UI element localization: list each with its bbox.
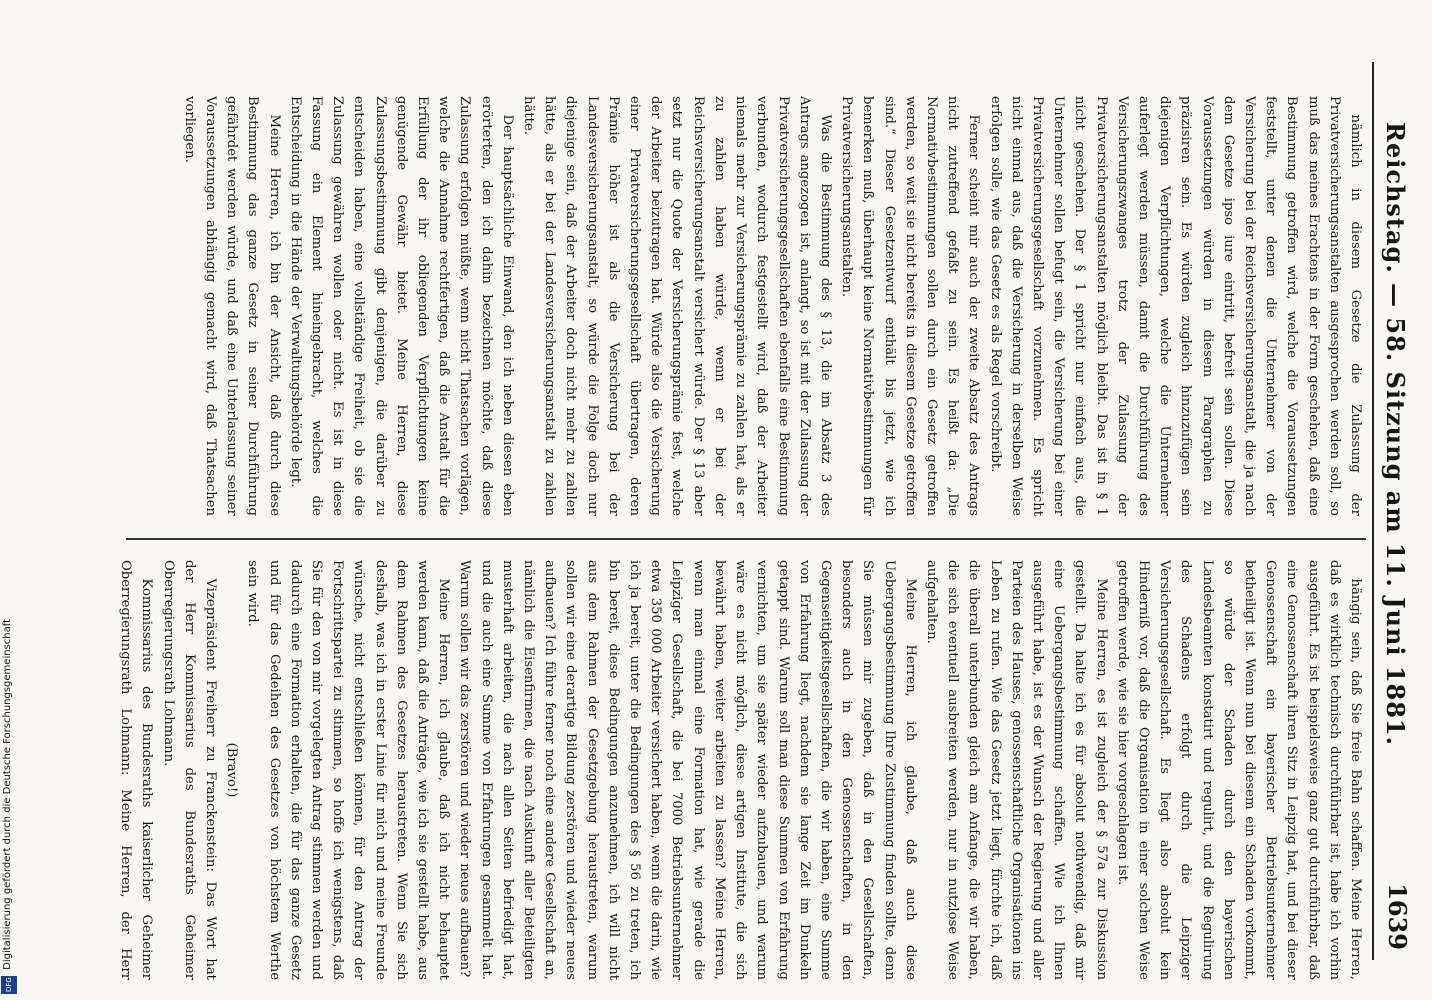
applause-note: (Bravo!) xyxy=(224,742,240,798)
paragraph: Meine Herren, ich bin der Ansicht, daß durch diese Bestimmung das ganze Gesetz in seiner Durchführung gefährdet werden würde, und daß eine Unterlassung seiner Voraussetzungen abhängig gemacht wird, daß Thatsachen vorliegen. xyxy=(181,96,282,516)
page-number: 1639 xyxy=(1383,883,1412,950)
header-title: Reichstag. — 58. Sitzung am 11. Juni 1881. xyxy=(1381,122,1410,746)
paragraph: Meine Herren, ich glaube, daß ich nicht behauptet werden kann, daß die Anträge, wie ich sie gestellt habe, aus dem Rahmen des Gesetzes heraustreten. Wenn Sie sich deshalb, was ich in erster Linie für mich und meine Freunde wünsche, nicht entschließen können, für den Antrag der Fortschrittspartei zu stimmen, so hoffe ich wenigstens, daß Sie für den von mir vorgelegten Antrag stimmen werden und dadurch eine Formation erhalten, die für das ganze Gesetz und für das Gedeihen des Gesetzes von höchstem Werthe sein wird. xyxy=(245,560,452,980)
speaker-text: Kommissarius des Bundesraths kaiserlicher Geheimer Oberregierungsrath Lohmann: Meine Herren, der Herr xyxy=(118,560,155,980)
paragraph: hängig sein, daß Sie freie Bahn schaffen. Meine Herren, daß es wirklich technisch durchführbar ist, habe ich vorhin ausgeführt. Es ist beispielsweise ganz gut durchführbar, daß eine Genossenschaft ihren Sitz in Leipzig hat, und bei dieser Genossenschaft ein bayerischer Betriebsunternehmer betheiligt ist. Wenn nun bei diesem ein Schaden vorkommt, so würde der Schaden durch den bayerischen Landesbeamten konstatirt und regulirt, und die Regulirung des Schadens erfolgt durch die Leipziger Versicherungsgesellschaft. Es liegt also absolut kein Hinderniß vor, daß die Organisation in einer solchen Weise getroffen werde, wie sie hier vorgeschlagen ist. xyxy=(1114,560,1363,980)
funding-credit: Digitalisierung gefördert durch die Deutsche Forschungsgemeinschaft xyxy=(2,619,13,970)
speaker-intro: Vizepräsident Freiherr zu Franckenstein: Das Wort hat der Herr Kommissarius des Bundesraths Geheimer Oberregierungsrath Lohmann. xyxy=(160,560,219,980)
left-column xyxy=(116,96,1366,516)
paragraph: Was die Bestimmung des § 13, die im Absatz 3 des Antrags angezogen ist, anlangt, so ist mit der Zulassung der Privatversicherungsgesellschaften ebenfalls eine Bestimmung verbunden, wodurch festgestellt wird, daß der Arbeiter niemals mehr zur Versicherungsprämie zu zahlen hat, als er zu zahlen haben würde, wenn er bei der Reichsversicherungsanstalt versichert würde. Der § 13 aber setzt nur die Quote der Versicherungsprämie fest, welche der Arbeiter beizutragen hat. Würde also die Versicherung einer Privatversicherungsgesellschaft übertragen, deren Prämie höher ist als die Versicherung bei der Landesversicherungsanstalt, so würde die Folge doch nur diejenige sein, daß der Arbeiter doch nicht mehr zu zahlen hätte, als er bei der Landesversicherungsanstalt zu zahlen hätte. xyxy=(521,96,833,516)
paragraph: Ferner scheint mir auch der zweite Absatz des Antrags nicht zutreffend gefaßt zu sein. Es heißt da: „Die Normativbestimmungen sollen durch ein Gesetz getroffen werden, so weit sie nicht bereits in diesem Gesetze getroffen sind.“ Dieser Gesetzentwurf enthält bis jetzt, wie ich bemerken muß, überhaupt keine Normativbestimmungen für Privatversicherungsanstalten. xyxy=(839,96,982,516)
paragraph: Meine Herren, es ist zugleich der § 57a zur Diskussion gestellt. Da halte ich es für absolut nothwendig, daß mir eine Uebergangsbestimmung schaffen. Wie ich Ihnen ausgeführt habe, ist es der Wunsch der Regierung und aller Parteien des Hauses, genossenschaftliche Organisationen ins Leben zu rufen. Wie das Gesetz jetzt liegt, fürchte ich, daß die überall unterbunden gleich am Anfange, die wir haben, die sich eventuell ausbreiten werden, nur in nutzlose Weise aufgehalten. xyxy=(923,560,1109,980)
column-divider xyxy=(126,538,1366,540)
paragraph: Meine Herren, ich glaube, daß auch diese Uebergangsbestimmung Ihre Zustimmung finden sollte, denn Sie müssen mir zugeben, daß in den Gesellschaften, besonders auch in den Genossenschaften, in den Gegenseitigkeitsgesellschaften, die wir haben, eine Summe von Erfahrung liegt, nachdem sie lange Zeit im Dunkeln getappt sind. Warum soll man diese Summen von Erfahrung vernichten, um sie später wieder aufzubauen, und warum wäre es nicht möglich, diese artigen Institute, die sich bewährt haben, weiter arbeiten zu lassen? Meine Herren, wenn man einmal eine Formation hat, wie gerade die Leipziger Gesellschaft, die bei 7000 Betriebsunternehmer etwa 350 000 Arbeiter versichert haben, wenn die darin, wie ich ja bereit, unter die Bedingungen des § 56 zu treten, ich bin bereit, diese Bedingungen anzunehmen, ich will nicht aus dem Rahmen der Gesetzgebung heraustreten, warum sollen wir eine derartige Bildung zerstören und wieder neues aufbauen? Ich führe ferner noch eine andere Gesellschaft an, nämlich die Eisenfirmen, die nach Auskunft aller Beteiligten musterhaft arbeiten, die nach allen Seiten befriedigt hat, und die auch eine Summe von Erfahrungen gesammelt hat. Warum sollen wir das zerstören und wieder neues aufbauen? xyxy=(457,560,918,980)
right-column xyxy=(116,560,1366,980)
paragraph: Der hauptsächliche Einwand, den ich neben diesen eben erörterten, den ich dahin bezeichnen möchte, daß diese Zulassung erfolgen müßte, wenn nicht Thatsachen vorlägen, welche die Annahme rechtfertigen, daß die Anstalt für die Erfüllung der ihr obliegenden Verpflichtungen keine genügende Gewähr bietet. Meine Herren, diese Zulassungsbestimmung gibt denjenigen, die darüber zu entscheiden haben, eine vollständige Freiheit, ob sie die Zulassung gewähren wollen oder nicht. Es ist in diese Fassung ein Element hineingebracht, welches die Entscheidung in die Hände der Verwaltungsbehörde legt. xyxy=(287,96,515,516)
page-header xyxy=(1372,62,1416,960)
paragraph: nämlich in diesem Gesetze die Zulassung der Privatversicherungsanstalten ausgesprochen werden soll, so muß das meines Erachtens in der Form geschehen, daß eine Bestimmung getroffen wird, welche die Voraussetzungen feststellt, unter denen die Unternehmer von der Versicherung bei der Reichsversicherungsanstalt, die ja nach dem Gesetze ipso iure eintritt, befreit sein sollen. Diese Voraussetzungen würden in diesem Paragraphen zu präzisiren sein. Es würden zugleich hinzuzufügen sein diejenigen Verpflichtungen, welche die Unternehmer auferlegt werden müssen, damit die Durchführung des Versicherungszwanges trotz der Zulassung der Privatversicherungsanstalten möglich bleibt. Das ist in § 1 nicht geschehen. Der § 1 spricht nur einfach aus, die Unternehmer sollen befugt sein, die Versicherung bei einer Privatversicherungsgesellschaft vorzunehmen. Es spricht nicht einmal aus, daß die Versicherung in derselben Weise erfolgen solle, wie das Gesetz es als Regel vorschreibt. xyxy=(987,96,1363,516)
dfg-logo: DFG xyxy=(1,976,17,994)
